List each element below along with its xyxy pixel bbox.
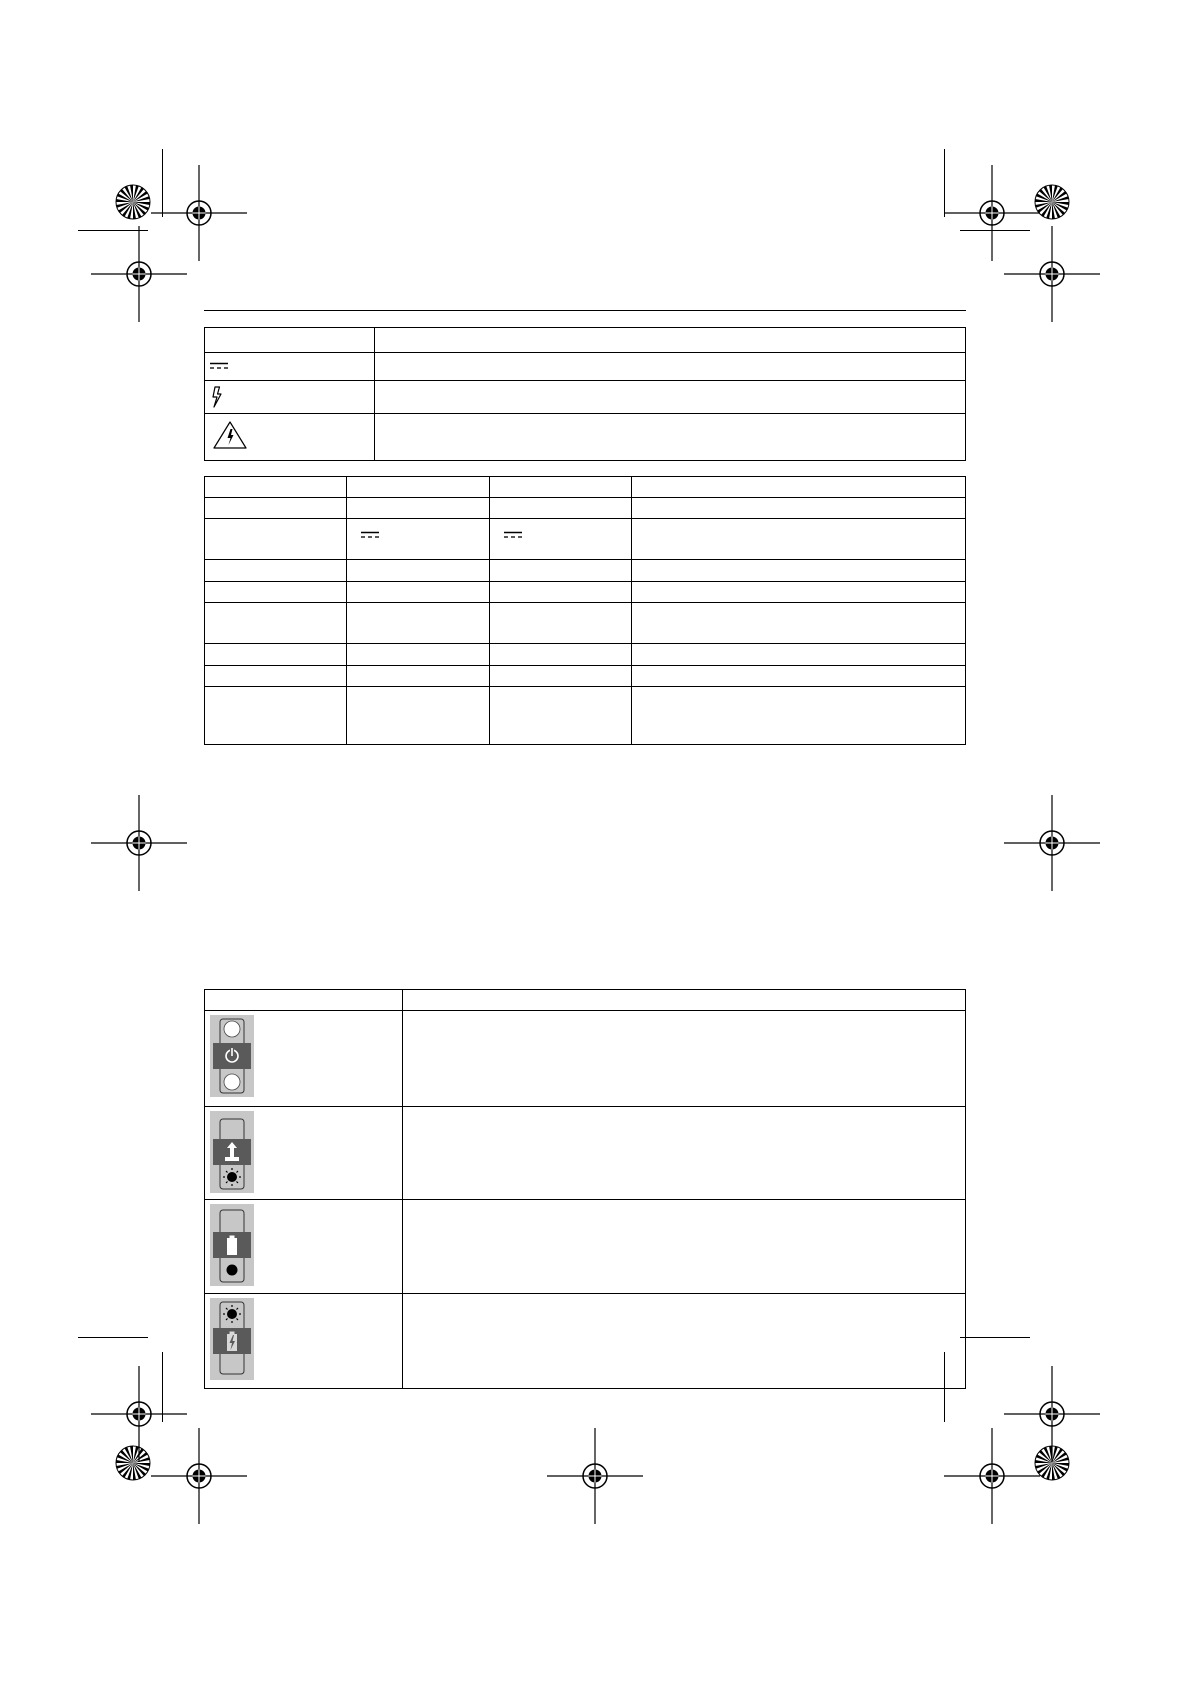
registration-target-icon	[1002, 793, 1102, 893]
table-column-divider	[374, 327, 375, 461]
symbols-table-frame	[204, 327, 966, 461]
table-row-divider	[204, 665, 966, 666]
table-row-divider	[204, 380, 966, 381]
table-column-divider	[346, 476, 347, 745]
lightning-bolt-icon	[211, 386, 223, 408]
sunburst-target-icon	[113, 182, 153, 222]
table-row-divider	[204, 581, 966, 582]
dc-current-icon	[361, 531, 379, 539]
table-column-divider	[489, 476, 490, 745]
table-row-divider	[204, 352, 966, 353]
charging-panel-icon	[210, 1298, 254, 1380]
registration-target-icon	[1002, 224, 1102, 324]
dc-current-icon	[210, 362, 228, 370]
power-button-panel-icon	[210, 1015, 254, 1097]
registration-target-icon	[149, 1426, 249, 1526]
table-row-divider	[204, 559, 966, 560]
table-row-divider	[204, 602, 966, 603]
electric-hazard-triangle-icon	[212, 420, 248, 450]
table-row-divider	[204, 413, 966, 414]
table-row-divider	[204, 643, 966, 644]
registration-target-icon	[942, 1426, 1042, 1526]
crop-line	[78, 1337, 148, 1338]
table-row-divider	[204, 686, 966, 687]
table-column-divider	[631, 476, 632, 745]
table-row-divider	[204, 1106, 966, 1107]
crop-line	[960, 1337, 1030, 1338]
registration-target-icon	[89, 224, 189, 324]
specs-table-frame	[204, 476, 966, 745]
table-row-divider	[204, 1199, 966, 1200]
table-column-divider	[402, 989, 403, 1389]
light-mode-panel-icon	[210, 1111, 254, 1193]
dc-current-icon	[504, 531, 522, 539]
header-rule	[204, 310, 966, 311]
panels-table-frame	[204, 989, 966, 1389]
registration-target-icon	[89, 793, 189, 893]
table-row-divider	[204, 1010, 966, 1011]
registration-target-icon	[545, 1426, 645, 1526]
battery-panel-icon	[210, 1204, 254, 1286]
table-row-divider	[204, 497, 966, 498]
table-row-divider	[204, 518, 966, 519]
table-row-divider	[204, 1293, 966, 1294]
